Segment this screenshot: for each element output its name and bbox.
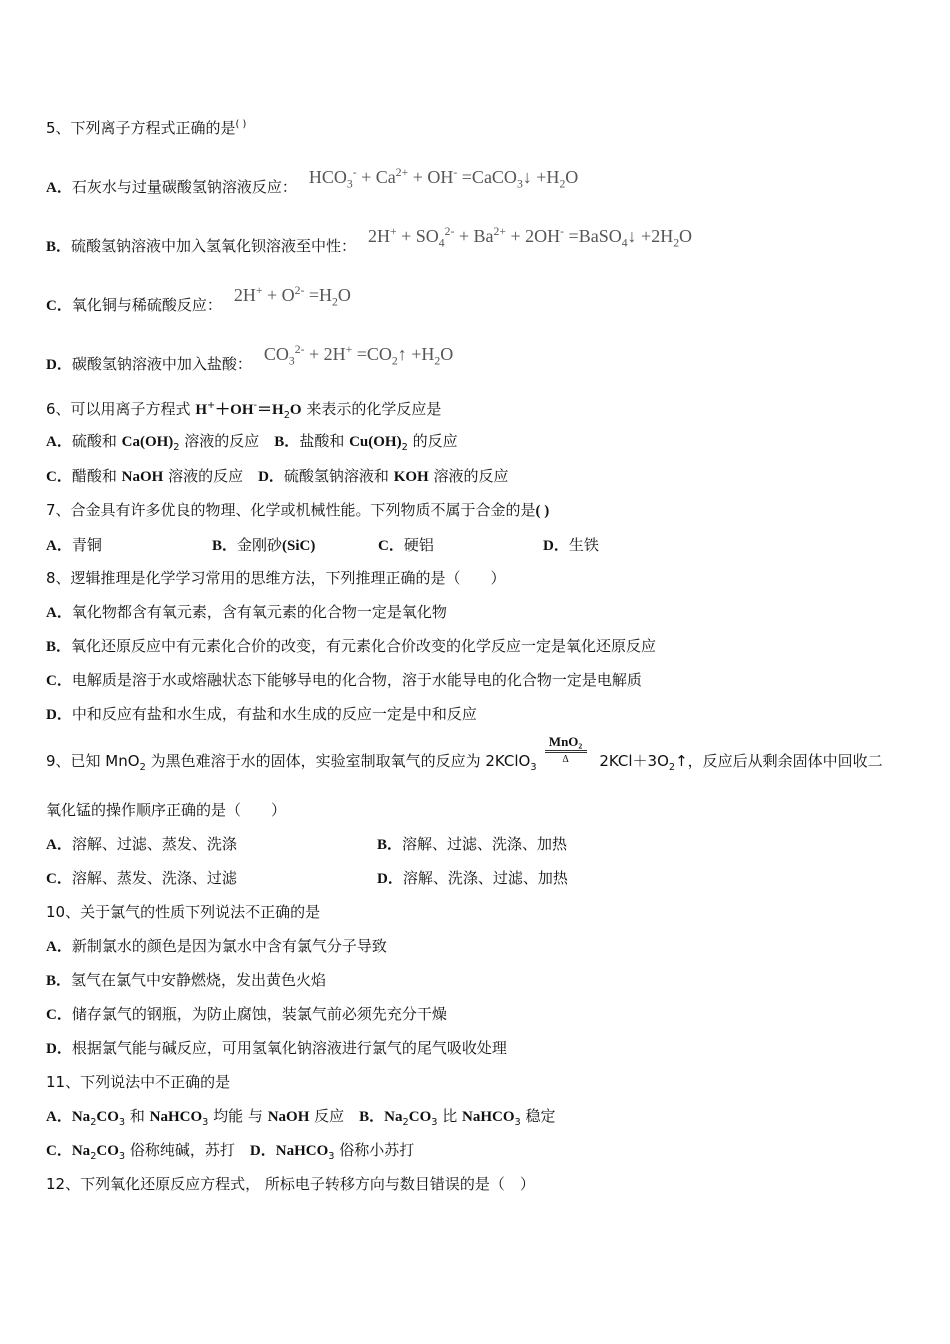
text-segment: 11、下列说法中不正确的是 bbox=[46, 1073, 231, 1091]
text-segment: ↓ +2H bbox=[627, 226, 674, 246]
text-segment: 碳酸氢钠溶液中加入盐酸： bbox=[71, 355, 252, 373]
text-segment: + OH bbox=[408, 167, 454, 187]
text-segment: - bbox=[560, 225, 565, 238]
text-segment: 3 bbox=[118, 1117, 126, 1128]
text-segment: + O bbox=[262, 285, 295, 305]
text-segment: NaOH bbox=[121, 469, 164, 485]
text-segment: 的反应 bbox=[407, 432, 458, 450]
q12-stem-line bbox=[46, 1174, 535, 1194]
text-segment: C． bbox=[46, 1007, 72, 1023]
text-segment: 3 bbox=[118, 1151, 126, 1162]
text-segment: Cu(OH) bbox=[349, 434, 402, 450]
text-segment: + bbox=[345, 343, 353, 356]
text-segment: D． bbox=[543, 538, 569, 554]
text-segment: B． bbox=[46, 639, 72, 655]
text-segment: 为黑色难溶于水的固体，实验室制取氧气的反应为 2KClO bbox=[145, 752, 531, 770]
text-segment: 2 bbox=[434, 354, 441, 368]
text-segment: 5、下列离子方程式正确的是 bbox=[46, 119, 236, 137]
text-segment: 3 bbox=[516, 177, 523, 191]
text-segment: O bbox=[679, 226, 693, 246]
text-segment: 2 bbox=[401, 442, 408, 453]
text-segment: 来表示的化学反应是 bbox=[301, 400, 442, 418]
text-segment: 稳定 bbox=[520, 1107, 556, 1125]
text-segment: 醋酸和 bbox=[71, 467, 122, 485]
text-segment: O bbox=[289, 402, 302, 418]
q9-stem-line bbox=[46, 734, 883, 778]
text-segment: 金刚砂 bbox=[237, 536, 283, 554]
text-segment: 氧化铜与稀硫酸反应： bbox=[71, 296, 222, 314]
text-segment: 2- bbox=[294, 284, 305, 297]
text-segment: 2 bbox=[283, 410, 290, 421]
text-segment: ↑，反应后从剩余固体中回收二 bbox=[675, 752, 883, 770]
text-segment: C． bbox=[46, 871, 72, 887]
text-segment: 12、下列氧化还原反应方程式， 所标电子转移方向与数目错误的是（ ） bbox=[46, 1175, 535, 1193]
text-segment: KOH bbox=[393, 469, 429, 485]
text-segment: 6、可以用离子方程式 bbox=[46, 400, 196, 418]
text-segment: 2+ bbox=[395, 166, 409, 179]
q8-a-line bbox=[46, 602, 447, 623]
q7-c-line bbox=[378, 535, 434, 556]
q5-c-eq-equation bbox=[234, 281, 351, 313]
text-segment: 溶液的反应 bbox=[179, 432, 275, 450]
q9-a-line bbox=[46, 834, 237, 855]
text-segment: =CaCO bbox=[457, 167, 517, 187]
text-segment: A． bbox=[46, 837, 72, 853]
text-segment: + SO bbox=[396, 226, 439, 246]
text-segment: 2 bbox=[391, 354, 398, 368]
text-segment: - bbox=[253, 400, 258, 411]
text-segment: 2KCl＋3O bbox=[594, 752, 669, 770]
text-segment: - bbox=[453, 166, 458, 179]
text-segment: 电解质是溶于水或熔融状态下能够导电的化合物，溶于水能导电的化合物一定是电解质 bbox=[71, 671, 642, 689]
text-segment: C． bbox=[46, 298, 72, 314]
reaction-condition bbox=[543, 734, 589, 770]
text-segment: 2 bbox=[90, 1151, 97, 1162]
text-segment: 硬铝 bbox=[403, 536, 434, 554]
q11-cd-line bbox=[46, 1140, 414, 1167]
q5-stem-line bbox=[46, 115, 246, 138]
text-segment: 俗称纯碱，苏打 bbox=[125, 1141, 250, 1159]
text-segment: 溶解、过滤、洗涤、加热 bbox=[402, 835, 568, 853]
text-segment: C． bbox=[46, 469, 72, 485]
text-segment: C． bbox=[46, 1143, 72, 1159]
text-segment: O bbox=[337, 285, 351, 305]
q7-b-line bbox=[212, 535, 315, 556]
text-segment: 盐酸和 bbox=[299, 432, 350, 450]
text-segment: 2 bbox=[673, 236, 680, 250]
text-segment: B． bbox=[212, 538, 238, 554]
text-segment: - bbox=[352, 166, 357, 179]
text-segment: 反应 bbox=[309, 1107, 360, 1125]
text-segment: 氧化锰的操作顺序正确的是（ ） bbox=[46, 801, 287, 819]
text-segment: ＋OH bbox=[215, 402, 254, 418]
text-segment: D． bbox=[377, 871, 403, 887]
text-segment: 2H bbox=[233, 285, 256, 305]
text-segment: (SiC) bbox=[282, 538, 316, 554]
q5-c-line bbox=[46, 284, 351, 322]
q8-b-line bbox=[46, 636, 656, 657]
text-segment: ↑ +H bbox=[397, 344, 435, 364]
text-segment: 均能 与 bbox=[208, 1107, 268, 1125]
text-segment: O bbox=[440, 344, 454, 364]
q5-b-eq-equation bbox=[368, 222, 692, 254]
text-segment: 3 bbox=[346, 177, 353, 191]
text-segment: 氢气在氯气中安静燃烧，发出黄色火焰 bbox=[71, 971, 327, 989]
text-segment: + bbox=[390, 225, 397, 238]
text-segment: =BaSO bbox=[564, 226, 622, 246]
text-segment: 溶液的反应 bbox=[163, 467, 259, 485]
equals-bar bbox=[545, 750, 587, 753]
text-segment: 和 bbox=[125, 1107, 150, 1125]
text-segment: 溶解、蒸发、洗涤、过滤 bbox=[71, 869, 237, 887]
q6-cd-line bbox=[46, 466, 509, 487]
text-segment: 8、逻辑推理是化学学习常用的思维方法，下列推理正确的是（ ） bbox=[46, 569, 506, 587]
text-segment: A． bbox=[46, 939, 72, 955]
text-segment: O bbox=[565, 167, 579, 187]
text-segment: Na bbox=[71, 1143, 91, 1159]
text-segment: 溶解、过滤、蒸发、洗涤 bbox=[71, 835, 237, 853]
q8-c-line bbox=[46, 670, 642, 691]
text-segment: B． bbox=[46, 239, 72, 255]
heat-symbol: Δ bbox=[562, 754, 569, 765]
text-segment: 3 bbox=[530, 762, 537, 773]
q10-d-line bbox=[46, 1038, 507, 1059]
q5-a-eq-equation bbox=[309, 163, 578, 195]
q7-d-line bbox=[543, 535, 599, 556]
text-segment: 3 bbox=[328, 1151, 335, 1162]
text-segment: CO bbox=[408, 1109, 432, 1125]
q11-ab-line bbox=[46, 1106, 556, 1133]
text-segment: 3 bbox=[431, 1117, 438, 1128]
q5-a-line bbox=[46, 166, 579, 204]
q5-b-line bbox=[46, 225, 693, 263]
text-segment: Na bbox=[384, 1109, 403, 1125]
text-segment: 硫酸氢钠溶液和 bbox=[283, 467, 394, 485]
text-segment: + Ca bbox=[356, 167, 396, 187]
text-segment: 3 bbox=[514, 1117, 521, 1128]
text-segment: 2 bbox=[402, 1117, 409, 1128]
text-segment: 石灰水与过量碳酸氢钠溶液反应： bbox=[71, 178, 297, 196]
text-segment: 4 bbox=[621, 236, 628, 250]
text-segment: D． bbox=[46, 357, 72, 373]
q7-a-line bbox=[46, 535, 102, 556]
q6-ab-line bbox=[46, 431, 458, 458]
text-segment: 2 bbox=[559, 177, 566, 191]
text-segment: 比 bbox=[437, 1107, 462, 1125]
text-segment: ↓ +H bbox=[522, 167, 560, 187]
text-segment: 2 bbox=[139, 762, 146, 773]
text-segment: 氧化物都含有氧元素，含有氧元素的化合物一定是氧化物 bbox=[71, 603, 447, 621]
q9-d-line bbox=[377, 868, 568, 889]
text-segment: B． bbox=[359, 1109, 385, 1125]
text-segment: 7、合金具有许多优良的物理、化学或机械性能。下列物质不属于合金的是 bbox=[46, 501, 536, 519]
text-segment: 根据氯气能与碱反应，可用氢氧化钠溶液进行氯气的尾气吸收处理 bbox=[71, 1039, 507, 1057]
q10-c-line bbox=[46, 1004, 447, 1025]
text-segment: 2+ bbox=[493, 225, 506, 238]
text-segment: B． bbox=[46, 973, 72, 989]
text-segment: CO bbox=[96, 1109, 119, 1125]
text-segment: =H bbox=[304, 285, 333, 305]
q10-b-line bbox=[46, 970, 326, 991]
text-segment: 3 bbox=[202, 1117, 209, 1128]
text-segment: ( ) bbox=[535, 503, 550, 519]
text-segment: NaOH bbox=[267, 1109, 310, 1125]
text-segment: Na bbox=[71, 1109, 91, 1125]
text-segment: =CO bbox=[352, 344, 392, 364]
text-segment: D． bbox=[249, 1143, 276, 1159]
text-segment: + bbox=[206, 400, 216, 411]
text-segment: 2 bbox=[332, 295, 338, 309]
q8-stem-line bbox=[46, 568, 506, 588]
text-segment: ＝H bbox=[257, 402, 284, 418]
text-segment: CO bbox=[263, 344, 289, 364]
text-segment: 2- bbox=[444, 225, 455, 238]
text-segment: 2 bbox=[668, 762, 676, 773]
text-segment: 4 bbox=[438, 236, 445, 250]
text-segment: 10、关于氯气的性质下列说法不正确的是 bbox=[46, 903, 321, 921]
q9-stem2-line bbox=[46, 800, 286, 820]
text-segment: 溶解、洗涤、过滤、加热 bbox=[402, 869, 568, 887]
text-segment: HCO bbox=[308, 167, 347, 187]
text-segment: 2 bbox=[173, 442, 180, 453]
text-segment: 生铁 bbox=[568, 536, 599, 554]
text-segment: 中和反应有盐和水生成，有盐和水生成的反应一定是中和反应 bbox=[71, 705, 477, 723]
q10-a-line bbox=[46, 936, 387, 957]
text-segment: NaHCO bbox=[462, 1109, 515, 1125]
text-segment: B． bbox=[274, 434, 300, 450]
text-segment: 青铜 bbox=[71, 536, 102, 554]
text-segment: Ca(OH) bbox=[121, 434, 174, 450]
q9-c-line bbox=[46, 868, 237, 889]
text-segment: D． bbox=[258, 469, 284, 485]
text-segment: 9、已知 MnO bbox=[46, 752, 140, 770]
q10-stem-line bbox=[46, 902, 320, 922]
text-segment: A． bbox=[46, 1109, 72, 1125]
text-segment: 俗称小苏打 bbox=[334, 1141, 415, 1159]
text-segment: + 2OH bbox=[505, 226, 561, 246]
text-segment: D． bbox=[46, 1041, 72, 1057]
text-segment: 2H bbox=[368, 226, 391, 246]
text-segment: CO bbox=[96, 1143, 119, 1159]
text-segment: B． bbox=[377, 837, 403, 853]
text-segment: 硫酸氢钠溶液中加入氢氧化钡溶液至中性： bbox=[71, 237, 357, 255]
q5-d-eq-equation bbox=[264, 340, 453, 372]
text-segment: C． bbox=[378, 538, 404, 554]
text-segment: A． bbox=[46, 434, 72, 450]
text-segment: + 2H bbox=[304, 344, 346, 364]
text-segment: 硫酸和 bbox=[71, 432, 122, 450]
catalyst-label: MnO₂ bbox=[548, 734, 583, 749]
text-segment: NaHCO bbox=[149, 1109, 203, 1125]
text-segment: NaHCO bbox=[275, 1143, 329, 1159]
text-segment: C． bbox=[46, 673, 72, 689]
text-segment: 2 bbox=[90, 1117, 97, 1128]
text-segment: H bbox=[195, 402, 207, 418]
q7-stem-line bbox=[46, 500, 549, 521]
text-segment: ( ) bbox=[235, 119, 247, 130]
q9-b-line bbox=[377, 834, 567, 855]
text-segment: A． bbox=[46, 605, 72, 621]
text-segment: 储存氯气的钢瓶，为防止腐蚀，装氯气前必须先充分干燥 bbox=[71, 1005, 447, 1023]
text-segment: D． bbox=[46, 707, 72, 723]
q8-d-line bbox=[46, 704, 477, 725]
text-segment: 溶液的反应 bbox=[428, 467, 509, 485]
text-segment: + Ba bbox=[454, 226, 494, 246]
text-segment: A． bbox=[46, 538, 72, 554]
q6-stem-line bbox=[46, 396, 441, 426]
q11-stem-line bbox=[46, 1072, 230, 1092]
text-segment: 3 bbox=[288, 354, 295, 368]
text-segment: A． bbox=[46, 180, 72, 196]
text-segment: 氧化还原反应中有元素化合价的改变，有元素化合价改变的化学反应一定是氧化还原反应 bbox=[71, 637, 657, 655]
text-segment: 2- bbox=[294, 343, 305, 356]
text-segment: + bbox=[255, 284, 263, 297]
text-segment: 新制氯水的颜色是因为氯水中含有氯气分子导致 bbox=[71, 937, 387, 955]
q5-d-line bbox=[46, 343, 454, 381]
